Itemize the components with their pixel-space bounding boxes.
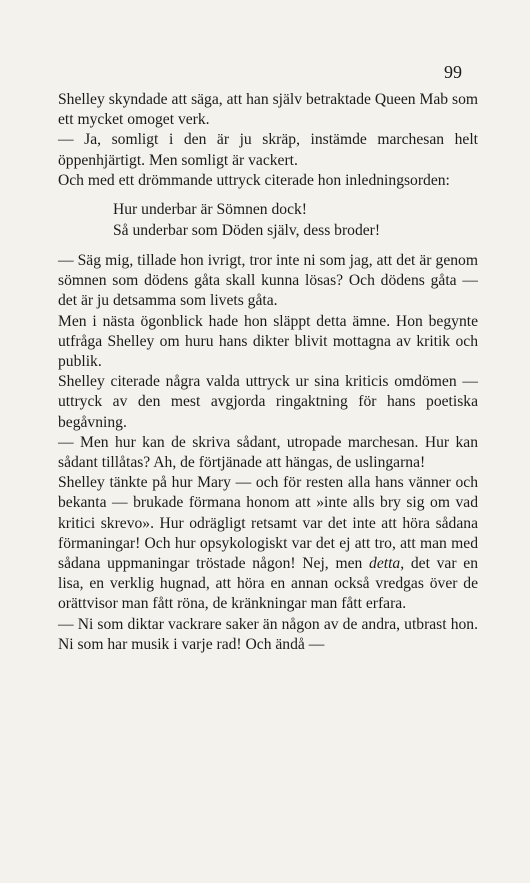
verse-line: Så underbar som Döden själv, dess broder! <box>113 222 381 240</box>
paragraph: — Säg mig, tillade hon ivrigt, tror inte ni som jag, att det är genom sömnen som dödens gåta skall kunna lösas? Och dödens gåta — det är ju detsamma som livets gåta. <box>58 252 478 310</box>
paragraph-text: , det var en lisa, en verklig hugnad, att höra en annan också vredgas över de orättvisor man fått röna, de kränkningar man fått erfara. <box>58 555 478 613</box>
emphasis-word: detta <box>369 555 401 573</box>
paragraph: Och med ett drömmande uttryck citerade hon inledningsorden: <box>58 171 450 189</box>
page-number: 99 <box>444 62 462 82</box>
verse-line: Hur underbar är Sömnen dock! <box>113 201 307 219</box>
paragraph-text: Shelley tänkte på hur Mary — och för resten alla hans vänner och bekanta — brukade förmana honom att »inte alls bry sig om vad kritici skrevo». Hur odrägligt retsamt var det inte att höra sådana förmaningar! Och hur opsykologiskt var det ej att tro, att man med sådana uppmaningar tröstade någon! Nej, men <box>58 474 478 573</box>
paragraph-mary <box>58 473 478 614</box>
page-body <box>58 90 478 655</box>
paragraph: — Ja, somligt i den är ju skräp, instämde marchesan helt öppenhjärtigt. Men somligt är vackert. <box>58 131 478 169</box>
verse-quote <box>58 199 478 241</box>
paragraph: Shelley citerade några valda uttryck ur sina kriticis omdömen — uttryck av den mest avgjorda ringaktning för hans poetiska begåvning. <box>58 373 478 431</box>
paragraph: — Ni som diktar vackrare saker än någon av de andra, utbrast hon. Ni som har musik i varje rad! Och ändå — <box>58 615 478 653</box>
paragraph: Shelley skyndade att säga, att han själv betraktade Queen Mab som ett mycket omoget verk. <box>58 91 478 129</box>
paragraph: — Men hur kan de skriva sådant, utropade marchesan. Hur kan sådant tillåtas? Ah, de förtjänade att hängas, de uslingarna! <box>58 433 478 472</box>
paragraph: Men i nästa ögonblick hade hon släppt detta ämne. Hon begynte utfråga Shelley om huru hans dikter blivit mottagna av kritik och publik. <box>58 312 478 371</box>
